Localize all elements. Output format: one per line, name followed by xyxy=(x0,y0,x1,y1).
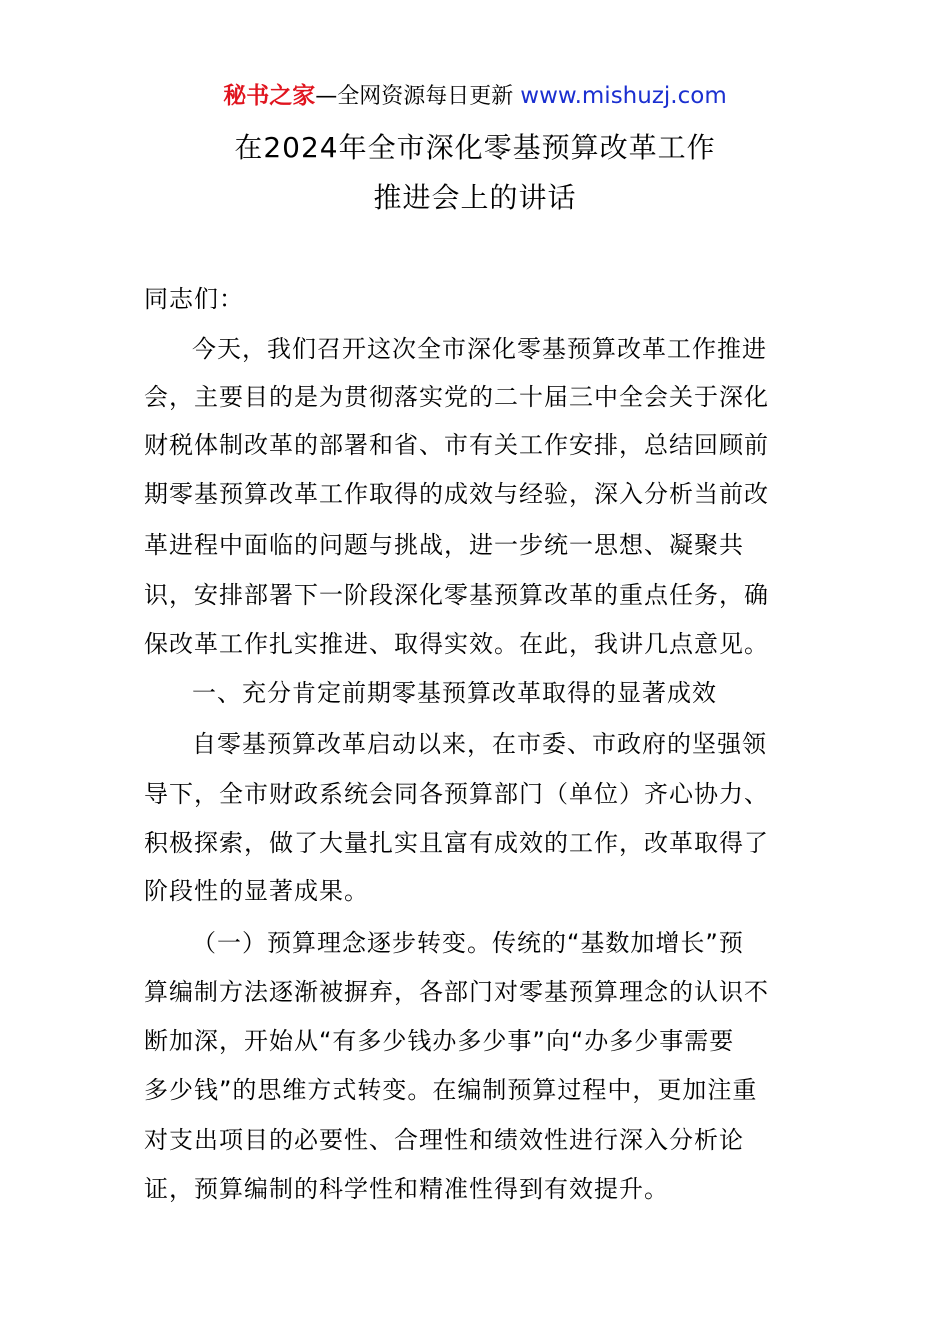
paragraph-line: 期零基预算改革工作取得的成效与经验，深入分析当前改 xyxy=(144,480,769,508)
paragraph-line: 断加深，开始从“有多少钱办多少事”向“办多少事需要 xyxy=(144,1027,735,1055)
paragraph-line: 自零基预算改革启动以来，在市委、市政府的坚强领 xyxy=(192,730,767,758)
paragraph-line: 今天，我们召开这次全市深化零基预算改革工作推进 xyxy=(192,335,767,363)
paragraph-line: 阶段性的显著成果。 xyxy=(144,877,369,905)
paragraph-line: 导下，全市财政系统会同各预算部门（单位）齐心协力、 xyxy=(144,780,769,808)
paragraph-line: 积极探索，做了大量扎实且富有成效的工作，改革取得了 xyxy=(144,829,769,857)
paragraph-line: 多少钱”的思维方式转变。在编制预算过程中，更加注重 xyxy=(144,1076,758,1104)
paragraph-line: 对支出项目的必要性、合理性和绩效性进行深入分析论 xyxy=(144,1126,744,1154)
header-tagline: —全网资源每日更新 xyxy=(315,84,514,109)
paragraph-line: 算编制方法逐渐被摒弃，各部门对零基预算理念的认识不 xyxy=(144,978,769,1006)
site-header xyxy=(0,78,950,115)
paragraph-line: 保改革工作扎实推进、取得实效。在此，我讲几点意见。 xyxy=(144,630,769,658)
paragraph-line: 识，安排部署下一阶段深化零基预算改革的重点任务，确 xyxy=(144,581,769,609)
document-title-line-2: 推进会上的讲话 xyxy=(373,181,577,214)
section-heading: 一、充分肯定前期零基预算改革取得的显著成效 xyxy=(192,679,717,707)
paragraph-line: 革进程中面临的问题与挑战，进一步统一思想、凝聚共 xyxy=(144,531,744,559)
paragraph-line: 证，预算编制的科学性和精准性得到有效提升。 xyxy=(144,1175,669,1203)
brand-name: 秘书之家 xyxy=(223,83,316,109)
document-title-line-1: 在2024年全市深化零基预算改革工作 xyxy=(234,131,716,164)
paragraph-line: 财税体制改革的部署和省、市有关工作安排，总结回顾前 xyxy=(144,431,769,459)
paragraph-line: 会，主要目的是为贯彻落实党的二十届三中全会关于深化 xyxy=(144,383,769,411)
salutation: 同志们： xyxy=(144,285,244,313)
site-url-link[interactable]: www.mishuzj.com xyxy=(520,83,727,109)
subsection-paragraph-line: （一）预算理念逐步转变。传统的“基数加增长”预 xyxy=(192,929,744,957)
